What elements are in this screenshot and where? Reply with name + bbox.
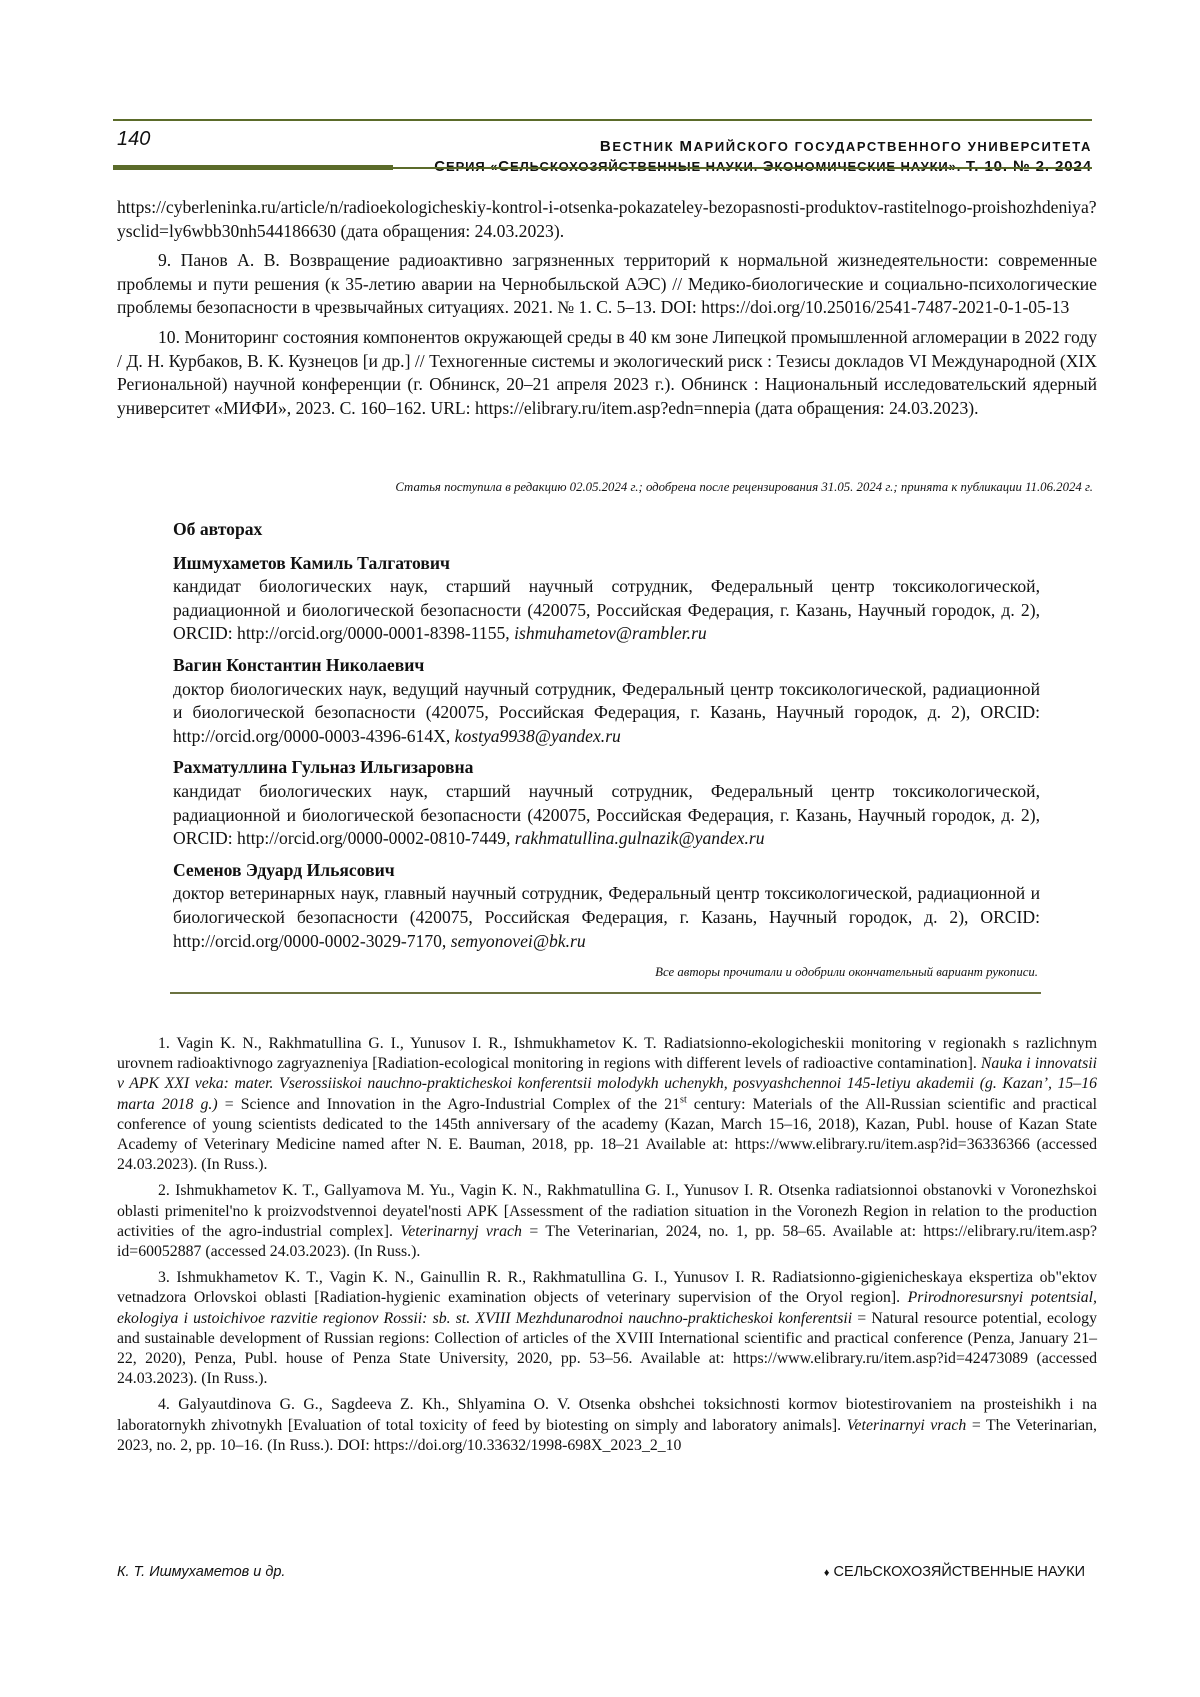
author-email[interactable]: semyonovei@bk.ru <box>450 930 586 951</box>
reference-source: Veterinarnyi vrach <box>846 1416 967 1434</box>
reference-en-4 <box>117 1395 1097 1456</box>
reference-text: = The Veterinarian, 2024, no. 1, pp. 58–65. Available at: https://elibrary.ru/item.asp?id=60052887 (accessed 24.03.2023). (In Russ.). <box>117 1222 1097 1261</box>
author-info <box>173 882 1040 953</box>
author-affiliation: кандидат биологических наук, старший научный сотрудник, Федеральный центр токсикологической, радиационной и биологической безопасности (420075, Российская Федерация, г. Казань, Научный городок, д. 2), ORCID: http://orcid.org/0000-0001-8398-1155, <box>173 576 1040 644</box>
author-entry <box>173 654 1040 748</box>
reference-source: Prirodnoresursnyi potentsial, ekologiya i ustoichivoe razvitie regionov Rossii: sb. st. XVIII Mezhdunarodnoi nauchno-prakticheskoi konferentsii <box>117 1289 1097 1327</box>
journal-title: ВЕСТНИК МАРИЙСКОГО ГОСУДАРСТВЕННОГО УНИВЕРСИТЕТА <box>599 138 1092 155</box>
reference-text: = Natural resource potential, ecology and sustainable development of Russian regions: Collection of articles of the XVIII International scientific and practical conference (Penza, January 21–22, 2020), Penza, Publ. house of Penza State University, 2020, pp. 53–56. Available at: https://www.elibrary.ru/item.asp?id=42473089 (accessed 24.03.2023). (In Russ.). <box>117 1309 1097 1388</box>
reference-source: Nauka i innovatsii v APK XXI veka: mater. Vserossiiskoi nauchno-prakticheskoi konferentsii molodykh uchenykh, posvyashchennoi 145-letiyu akademii (g. Kazan’, 15–16 marta 2018 g.) <box>117 1055 1098 1113</box>
author-info <box>173 780 1040 851</box>
authors-heading: Об авторах <box>173 519 263 539</box>
header-top-rule <box>113 119 1092 121</box>
reference-source: Veterinarnyj vrach <box>400 1222 522 1240</box>
author-entry <box>173 859 1040 953</box>
reference-text: = Science and Innovation in the Agro-Industrial Complex of the 21 <box>217 1095 681 1113</box>
approval-note: Все авторы прочитали и одобрили окончательный вариант рукописи. <box>655 965 1038 979</box>
author-name: Семенов Эдуард Ильясович <box>173 859 395 880</box>
author-email[interactable]: ishmuhametov@rambler.ru <box>514 623 707 644</box>
author-name: Ишмухаметов Камиль Талгатович <box>173 552 450 573</box>
reference-en-3 <box>117 1268 1097 1389</box>
header-rule <box>393 167 1092 169</box>
author-email[interactable]: kostya9938@yandex.ru <box>454 725 621 746</box>
reference-10: 10. Мониторинг состояния компонентов окружающей среды в 40 км зоне Липецкой промышленной агломерации в 2022 году / Д. Н. Курбаков, В. К. Кузнецов [и др.] // Техногенные системы и экологический риск : Тезисы докладов VI Международной (XIX Региональной) научной конференции (г. Обнинск, 20–21 апреля 2023 г.). Обнинск : Национальный исследовательский ядерный университет «МИФИ», 2023. С. 160–162. URL: https://elibrary.ru/item.asp?edn=nnepia (дата обращения: 24.03.2023). <box>117 326 1097 418</box>
author-affiliation: доктор биологических наук, ведущий научный сотрудник, Федеральный центр токсикологической, радиационной и биологической безопасности (420075, Российская Федерация, г. Казань, Научный городок, д. 2), ORCID: http://orcid.org/0000-0003-4396-614X, <box>173 678 1040 746</box>
section-separator <box>170 992 1041 994</box>
reference-9: 9. Панов А. В. Возвращение радиоактивно загрязненных территорий к нормальной жизнедеятельности: современные проблемы и пути решения (к 35-летию аварии на Чернобыльской АЭС) // Медико-биологические и социально-психологические проблемы безопасности в чрезвычайных ситуациях. 2021. № 1. С. 5–13. DOI: https://doi.org/10.25016/2541-7487-2021-0-1-05-13 <box>117 250 1097 318</box>
reference-text: 2. Ishmukhametov K. T., Gallyamova M. Yu., Vagin K. N., Rakhmatullina G. I., Yunusov I. R. Otsenka radiatsionnoi obstanovki v Voronezhskoi oblasti primenitel'no k proizvodstvennoi deyatel'nosti APK [Assessment of the radiation situation in the Voronezh Region in relation to the production activities of the agro-industrial complex]. <box>117 1182 1097 1240</box>
author-info <box>173 678 1040 749</box>
footer-section <box>824 1564 1085 1580</box>
author-name: Вагин Константин Николаевич <box>173 654 425 675</box>
footer-authors: К. Т. Ишмухаметов и др. <box>117 1564 286 1580</box>
article-received-note: Статья поступила в редакцию 02.05.2024 г.; одобрена после рецензирования 31.05. 2024 г.; принята к публикации 11.06.2024 г. <box>395 480 1093 494</box>
diamond-bullet-icon: ♦ <box>823 1567 830 1579</box>
author-entry <box>173 552 1040 646</box>
superscript: st <box>680 1094 687 1106</box>
author-email[interactable]: rakhmatullina.gulnazik@yandex.ru <box>514 828 765 849</box>
reference-text: 4. Galyautdinova G. G., Sagdeeva Z. Kh., Shlyamina O. V. Otsenka obshchei toksichnosti kormov biotestirovaniem na prosteishikh i na laboratornykh zhivotnykh [Evaluation of total toxicity of feed by biotesting on simply and laboratory animals]. <box>117 1396 1097 1434</box>
authors-section <box>173 518 1040 961</box>
author-entry <box>173 756 1040 850</box>
reference-text: 3. Ishmukhametov K. T., Vagin K. N., Gainullin R. R., Rakhmatullina G. I., Yunusov I. R. Radiatsionno-gigienicheskaya ekspertiza ob"ektov vetnadzora Orlovskoi oblasti [Radiation-hygienic examination objects of veterinary supervision of the Oryol region]. <box>117 1269 1097 1307</box>
references-ru <box>117 196 1097 426</box>
author-affiliation: доктор ветеринарных наук, главный научный сотрудник, Федеральный центр токсикологической, радиационной и биологической безопасности (420075, Российская Федерация, г. Казань, Научный городок, д. 2), ORCID: http://orcid.org/0000-0002-3029-7170, <box>173 883 1040 951</box>
header-accent-bar <box>113 165 393 170</box>
reference-en-2 <box>117 1181 1097 1262</box>
author-affiliation: кандидат биологических наук, старший научный сотрудник, Федеральный центр токсикологической, радиационной и биологической безопасности (420075, Российская Федерация, г. Казань, Научный городок, д. 2), ORCID: http://orcid.org/0000-0002-0810-7449, <box>173 780 1040 849</box>
reference-text: = The Veterinarian, 2023, no. 2, pp. 10–16. (In Russ.). DOI: https://doi.org/10.33632/1998-698X_2023_2_10 <box>117 1416 1097 1454</box>
page-number: 140 <box>117 128 151 150</box>
references-en <box>117 1034 1097 1462</box>
footer-section-label: СЕЛЬСКОХОЗЯЙСТВЕННЫЕ НАУКИ <box>833 1564 1085 1580</box>
author-info <box>173 575 1040 646</box>
reference-text: century: Materials of the All-Russian scientific and practical conference of young scientists dedicated to the 145th anniversary of the academy (Kazan, March 15–16, 2018), Kazan, Publ. house of Kazan State Academy of Veterinary Medicine named after N. E. Bauman, 2018, pp. 18–21 Available at: https://www.elibrary.ru/item.asp?id=36336366 (accessed 24.03.2023). (In Russ.). <box>117 1095 1097 1174</box>
author-name: Рахматуллина Гульназ Ильгизаровна <box>173 757 474 778</box>
reference-en-1 <box>117 1034 1097 1175</box>
reference-8-continued: https://cyberleninka.ru/article/n/radioekologicheskiy-kontrol-i-otsenka-pokazateley-bezopasnosti-produktov-rastitelnogo-proishozhdeniya?ysclid=ly6wbb30nh544186630 (дата обращения: 24.03.2023). <box>117 197 1097 241</box>
reference-text: 1. Vagin K. N., Rakhmatullina G. I., Yunusov I. R., Ishmukhametov K. T. Radiatsionno-ekologicheskii monitoring v regionakh s razlichnym urovnem radioaktivnogo zagryazneniya [Radiation-ecological monitoring in regions with different levels of radioactive contamination]. <box>117 1035 1097 1073</box>
